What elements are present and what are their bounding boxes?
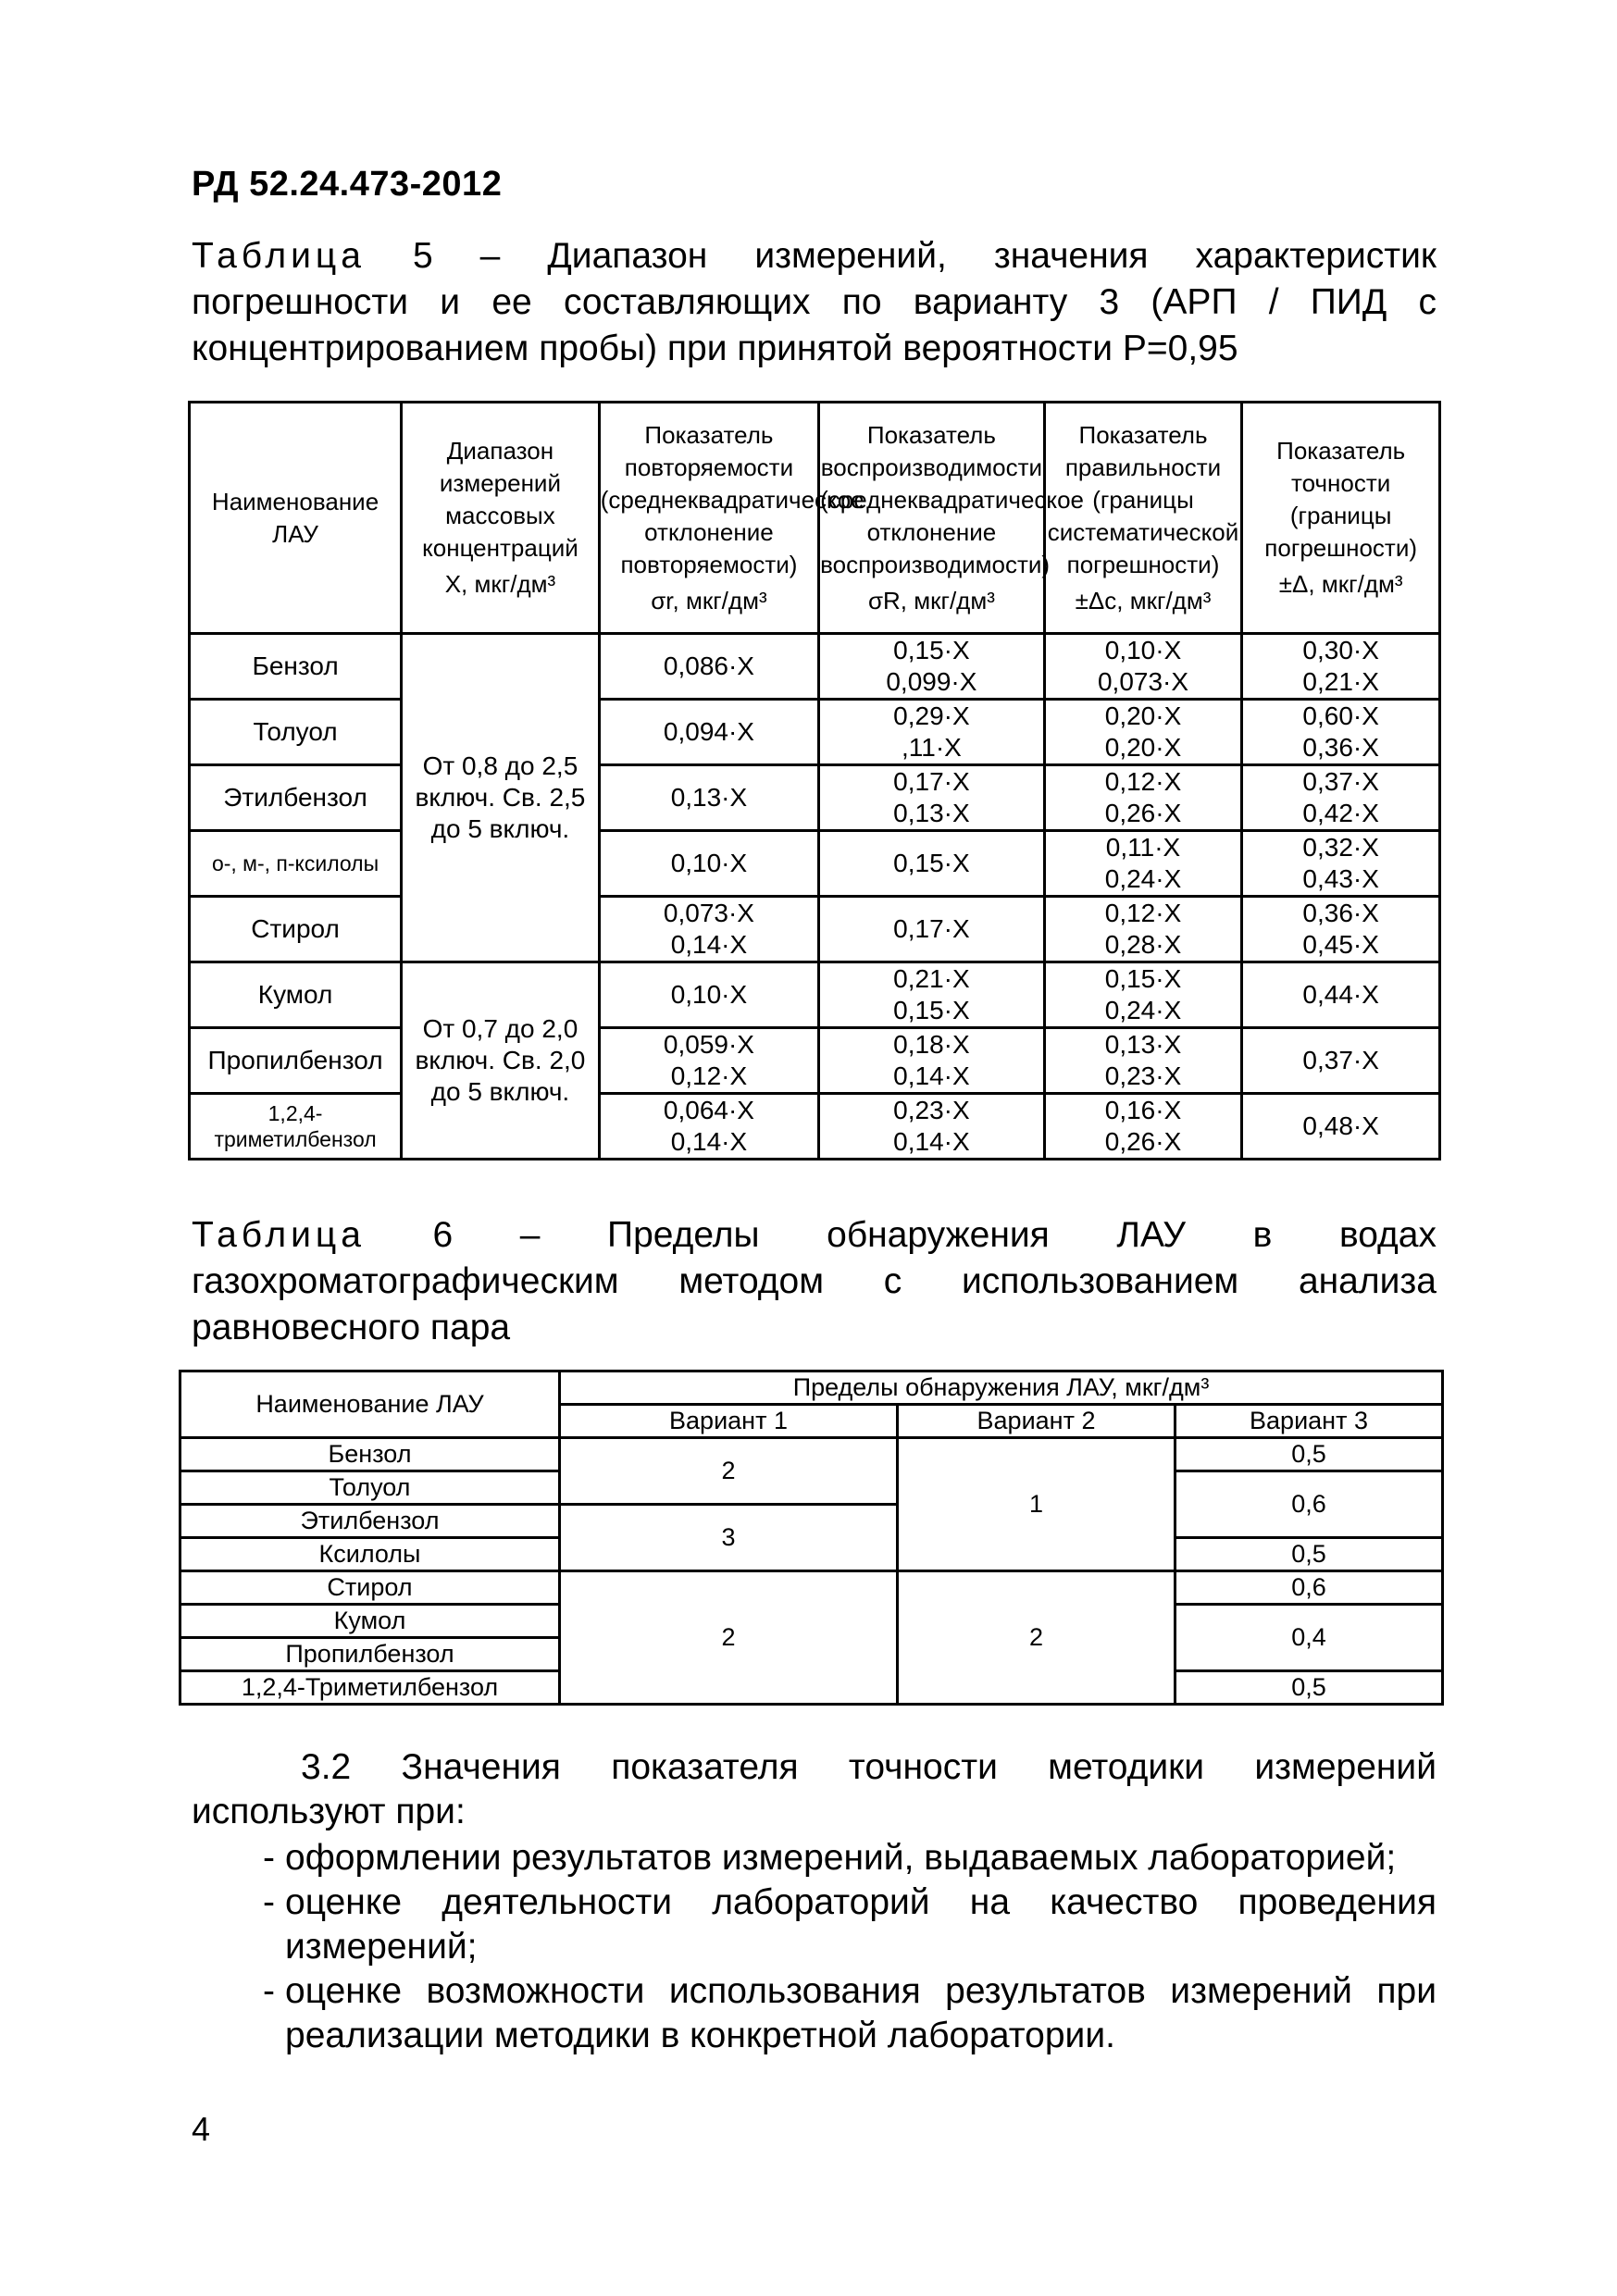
t5-cell-range: От 0,7 до 2,0 включ. Св. 2,0 до 5 включ. — [402, 962, 600, 1160]
t5-value: 0,13·X — [1104, 1030, 1182, 1059]
table6-caption-word: Таблица — [192, 1215, 366, 1255]
t5-cell-accuracy — [1242, 765, 1440, 831]
t5-value: 0,13·X — [670, 783, 748, 812]
t5-value: 0,14·X — [893, 1061, 970, 1090]
t6-header-variant2: Вариант 2 — [898, 1405, 1175, 1438]
t5-value: 0,37·X — [1302, 1046, 1379, 1074]
t5-value: 0,26·X — [1104, 799, 1182, 827]
t5-cell-name: Толуол — [190, 700, 402, 765]
t5-cell-trueness — [1044, 634, 1242, 700]
t5-value: 0,099·X — [886, 667, 977, 696]
t5-value: 0,17·X — [893, 767, 970, 796]
t5-value: 0,13·X — [893, 799, 970, 827]
t5-value: 0,45·X — [1302, 930, 1379, 959]
t5-cell-repeat — [599, 634, 818, 700]
t5-cell-accuracy — [1242, 897, 1440, 962]
t6-name: Толуол — [180, 1471, 560, 1505]
t5-header-trueness: Показатель правильности (границы систематической погрешности) ±Δс, мкг/дм³ — [1044, 403, 1242, 634]
t5-value: 0,37·X — [1302, 767, 1379, 796]
t5-cell-accuracy — [1242, 1028, 1440, 1094]
t5-value: 0,20·X — [1104, 733, 1182, 762]
t5-value: 0,29·X — [893, 701, 970, 730]
t5-value: 0,36·X — [1302, 899, 1379, 927]
list-item-text: оценке деятельности лабораторий на качество проведения измерений; — [285, 1882, 1437, 1967]
t5-cell-trueness — [1044, 962, 1242, 1028]
t5-value: 0,073·X — [1097, 667, 1189, 696]
list-item — [192, 1836, 1437, 1880]
document-code: РД 52.24.473-2012 — [192, 165, 503, 204]
t5-value: 0,15·X — [893, 849, 970, 877]
t5-cell-trueness — [1044, 765, 1242, 831]
t5-value: 0,43·X — [1302, 864, 1379, 893]
t6-v3-cell: 0,5 — [1175, 1671, 1443, 1705]
t5-cell-trueness — [1044, 700, 1242, 765]
t5-cell-reprod — [819, 962, 1045, 1028]
t5-cell-trueness — [1044, 1094, 1242, 1160]
t5-header-reprod: Показатель воспроизводимости (среднеквадратическое отклонение воспроизводимости) σR, мкг/дм³ — [819, 403, 1045, 634]
t5-value: 0,10·X — [670, 980, 748, 1009]
t5-value: 0,11·X — [1105, 833, 1181, 862]
table5-caption-word: Таблица — [192, 236, 366, 276]
t5-cell-accuracy — [1242, 700, 1440, 765]
t5-cell-name: Бензол — [190, 634, 402, 700]
table-row — [190, 897, 1440, 962]
list-dash: - — [263, 1971, 275, 2011]
t5-value: 0,18·X — [893, 1030, 970, 1059]
t5-value: 0,064·X — [663, 1096, 754, 1124]
page-number: 4 — [192, 2110, 211, 2148]
t5-value: 0,059·X — [663, 1030, 754, 1059]
t6-name: Этилбензол — [180, 1505, 560, 1538]
t6-header-variant1: Вариант 1 — [560, 1405, 898, 1438]
t5-cell-reprod — [819, 765, 1045, 831]
t5-value: 0,17·X — [893, 914, 970, 943]
t5-value: 0,15·X — [893, 996, 970, 1024]
t5-value: 0,12·X — [1104, 899, 1182, 927]
t6-v1-cell: 2 — [560, 1571, 898, 1705]
t5-cell-repeat — [599, 962, 818, 1028]
t6-name: Пропилбензол — [180, 1638, 560, 1671]
t5-value: 0,21·X — [1302, 667, 1379, 696]
t5-cell-trueness — [1044, 831, 1242, 897]
t6-header-name: Наименование ЛАУ — [180, 1371, 560, 1438]
t5-value: ,11·X — [901, 733, 962, 762]
t6-name: Бензол — [180, 1438, 560, 1471]
t6-header-limits: Пределы обнаружения ЛАУ, мкг/дм³ — [560, 1371, 1443, 1405]
list-item-text: оценке возможности использования результатов измерений при реализации методики в конкретной лаборатории. — [285, 1971, 1437, 2055]
t5-cell-accuracy — [1242, 831, 1440, 897]
t6-v1-cell: 2 — [560, 1438, 898, 1505]
t5-value: 0,20·X — [1104, 701, 1182, 730]
section-paragraph: 3.2 Значения показателя точности методики измерений используют при: — [192, 1747, 1437, 1831]
t5-cell-repeat — [599, 897, 818, 962]
t5-cell-name: 1,2,4-триметилбензол — [190, 1094, 402, 1160]
t5-cell-accuracy — [1242, 634, 1440, 700]
t5-cell-trueness — [1044, 1028, 1242, 1094]
table-row — [190, 1028, 1440, 1094]
t5-value: 0,24·X — [1104, 864, 1182, 893]
t5-cell-name: Стирол — [190, 897, 402, 962]
table-row — [190, 831, 1440, 897]
list-dash: - — [263, 1838, 275, 1878]
t6-v2-cell: 2 — [898, 1571, 1175, 1705]
t5-cell-reprod — [819, 1028, 1045, 1094]
t5-value: 0,36·X — [1302, 733, 1379, 762]
t5-value: 0,086·X — [663, 652, 754, 680]
t5-value: 0,073·X — [663, 899, 754, 927]
list-item — [192, 1880, 1437, 1969]
t6-name: 1,2,4-Триметилбензол — [180, 1671, 560, 1705]
t5-cell-name: Пропилбензол — [190, 1028, 402, 1094]
t5-cell-reprod — [819, 831, 1045, 897]
t6-v3-cell: 0,6 — [1175, 1471, 1443, 1538]
t6-name: Кумол — [180, 1605, 560, 1638]
list-dash: - — [263, 1882, 275, 1922]
t5-cell-reprod — [819, 634, 1045, 700]
table6-caption — [192, 1212, 1437, 1351]
t5-cell-accuracy — [1242, 1094, 1440, 1160]
t6-v3-cell: 0,5 — [1175, 1438, 1443, 1471]
t5-value: 0,24·X — [1104, 996, 1182, 1024]
t5-value: 0,44·X — [1302, 980, 1379, 1009]
t6-v1-cell: 3 — [560, 1505, 898, 1571]
table-row — [190, 700, 1440, 765]
table-row — [190, 962, 1440, 1028]
t5-cell-accuracy — [1242, 962, 1440, 1028]
t5-value: 0,26·X — [1104, 1127, 1182, 1156]
t5-value: 0,48·X — [1302, 1111, 1379, 1140]
table5 — [188, 401, 1441, 1160]
table5-caption-text: 5 – Диапазон измерений, значения характеристик погрешности и ее составляющих по варианту 3 (АРП / ПИД с концентрированием пробы) при принятой вероятности Р=0,95 — [192, 236, 1437, 368]
t5-cell-name: Кумол — [190, 962, 402, 1028]
t5-value: 0,28·X — [1104, 930, 1182, 959]
t5-value: 0,21·X — [893, 964, 970, 993]
list-item — [192, 1969, 1437, 2058]
t6-v3-cell: 0,4 — [1175, 1605, 1443, 1671]
t5-cell-range: От 0,8 до 2,5 включ. Св. 2,5 до 5 включ. — [402, 634, 600, 962]
t5-value: 0,15·X — [1104, 964, 1182, 993]
t6-name: Стирол — [180, 1571, 560, 1605]
t5-value: 0,60·X — [1302, 701, 1379, 730]
t5-cell-repeat — [599, 1094, 818, 1160]
table5-caption — [192, 233, 1437, 372]
list-item-text: оформлении результатов измерений, выдаваемых лабораторией; — [285, 1838, 1397, 1878]
t6-name: Ксилолы — [180, 1538, 560, 1571]
t5-value: 0,15·X — [893, 636, 970, 664]
table5-body — [190, 634, 1440, 1160]
t5-header-range: Диапазон измерений массовых концентраций Х, мкг/дм³ — [402, 403, 600, 634]
t6-v3-cell: 0,5 — [1175, 1538, 1443, 1571]
table6 — [179, 1370, 1444, 1706]
t5-cell-repeat — [599, 765, 818, 831]
t5-cell-reprod — [819, 1094, 1045, 1160]
t5-cell-repeat — [599, 1028, 818, 1094]
t6-v2-cell: 1 — [898, 1438, 1175, 1571]
t5-value: 0,16·X — [1104, 1096, 1182, 1124]
t5-cell-reprod — [819, 700, 1045, 765]
t5-cell-name: Этилбензол — [190, 765, 402, 831]
table-row — [190, 1094, 1440, 1160]
usage-list — [192, 1836, 1437, 2058]
table-row — [190, 634, 1440, 700]
t5-value: 0,14·X — [893, 1127, 970, 1156]
t5-header-name: Наименование ЛАУ — [190, 403, 402, 634]
table-row — [190, 765, 1440, 831]
t5-value: 0,30·X — [1302, 636, 1379, 664]
t5-value: 0,094·X — [663, 717, 754, 746]
t5-value: 0,32·X — [1302, 833, 1379, 862]
t5-value: 0,10·X — [670, 849, 748, 877]
t5-value: 0,42·X — [1302, 799, 1379, 827]
table6-caption-text: 6 – Пределы обнаружения ЛАУ в водах газохроматографическим методом с использованием анализа равновесного пара — [192, 1215, 1437, 1347]
t5-value: 0,14·X — [670, 1127, 748, 1156]
t5-value: 0,23·X — [1104, 1061, 1182, 1090]
t5-cell-trueness — [1044, 897, 1242, 962]
t5-cell-reprod — [819, 897, 1045, 962]
t5-value: 0,10·X — [1104, 636, 1182, 664]
t5-value: 0,12·X — [1104, 767, 1182, 796]
t5-cell-repeat — [599, 831, 818, 897]
t5-header-accuracy: Показатель точности (границы погрешности) ±Δ, мкг/дм³ — [1242, 403, 1440, 634]
t5-value: 0,12·X — [670, 1061, 748, 1090]
t5-header-repeat: Показатель повторяемости (среднеквадратическое отклонение повторяемости) σr, мкг/дм³ — [599, 403, 818, 634]
t5-cell-name: о-, м-, п-ксилолы — [190, 831, 402, 897]
t5-value: 0,14·X — [670, 930, 748, 959]
t5-value: 0,23·X — [893, 1096, 970, 1124]
t6-header-variant3: Вариант 3 — [1175, 1405, 1443, 1438]
t5-cell-repeat — [599, 700, 818, 765]
t6-v3-cell: 0,6 — [1175, 1571, 1443, 1605]
